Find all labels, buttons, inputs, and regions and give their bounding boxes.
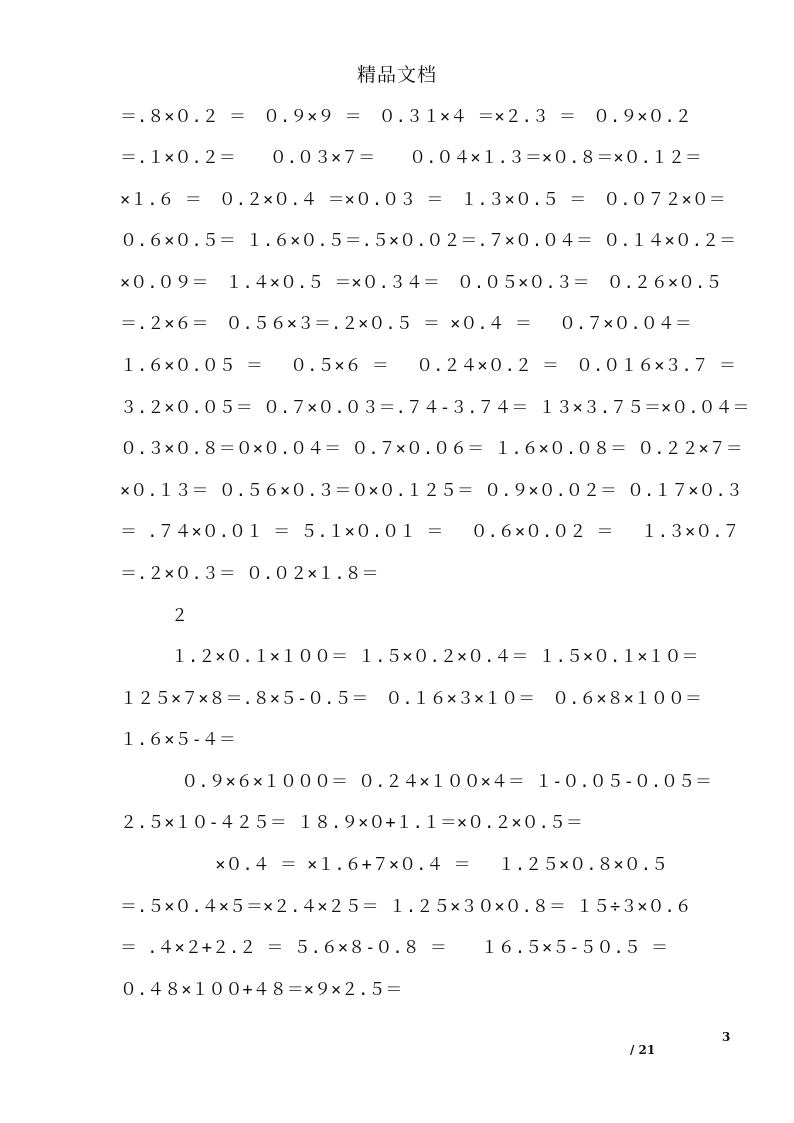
text-line: ０.６×０.５＝ １.６×０.５＝.５×０.０２＝.７×０.０４＝ ０.１４×０.２＝	[120, 231, 736, 251]
page-number: 3	[722, 1030, 731, 1044]
text-line: ＝.２×６＝ ０.５６×３＝.２×０.５ ＝ ×０.４ ＝ ０.７×０.０４＝	[120, 314, 692, 334]
text-line: １.６×０.０５ ＝ ０.５×６ ＝ ０.２４×０.２ ＝ ０.０１６×３.７ ＝	[120, 356, 736, 376]
text-line: ×０.０９＝ １.４×０.５ ＝×０.３４＝ ０.０５×０.３＝ ０.２６×０.５	[120, 273, 723, 293]
text-line: ０.３×０.８＝０×０.０４＝ ０.７×０.０６＝ １.６×０.０８＝ ０.２２×７＝	[120, 439, 743, 459]
text-line: ＝.８×０.２ ＝ ０.９×９ ＝ ０.３１×４ ＝×２.３ ＝ ０.９×０.２	[120, 107, 692, 127]
text-line: ３.２×０.０５＝ ０.７×０.０３＝.７４-３.７４＝ １３×３.７５＝×０.０４＝	[120, 398, 750, 418]
section-number: ２	[120, 606, 188, 626]
text-line: ×１.６ ＝ ０.２×０.４ ＝×０.０３ ＝ １.３×０.５ ＝ ０.０７２×０＝	[120, 190, 726, 210]
text-line: ＝.５×０.４×５＝×２.４×２５＝ １.２５×３０×０.８＝ １５÷３×０.６	[120, 897, 692, 917]
page-header-title: 精品文档	[356, 64, 437, 86]
text-line: ＝ .７４×０.０１ ＝ ５.１×０.０１ ＝ ０.６×０.０２ ＝ １.３×０.７	[120, 522, 740, 542]
text-line: １２５×７×８＝.８×５-０.５＝ ０.１６×３×１０＝ ０.６×８×１００＝	[120, 689, 702, 709]
text-line: １.６×５-４＝	[120, 730, 236, 750]
text-line: ＝.２×０.３＝ ０.０２×１.８＝	[120, 564, 379, 584]
text-line: ×０.１３＝ ０.５６×０.３＝０×０.１２５＝ ０.９×０.０２＝ ０.１７×０.３	[120, 481, 743, 501]
text-line: １.２×０.１×１００＝ １.５×０.２×０.４＝ １.５×０.１×１０＝	[120, 647, 699, 667]
text-line: ＝ .４×２+２.２ ＝ ５.６×８-０.８ ＝ １６.５×５-５０.５ ＝	[120, 938, 668, 958]
text-line: ０.４８×１００+４８＝×９×２.５＝	[120, 980, 403, 1000]
page-total: / 21	[630, 1043, 656, 1057]
text-line: ×０.４ ＝ ×１.６+７×０.４ ＝ １.２５×０.８×０.５	[120, 855, 668, 875]
text-line: ２.５×１０-４２５＝ １８.９×０+１.１＝×０.２×０.５＝	[120, 813, 583, 833]
text-line: ＝.１×０.２＝ ０.０３×７＝ ０.０４×１.３＝×０.８＝×０.１２＝	[120, 148, 702, 168]
text-line: ０.９×６×１０００＝ ０.２４×１００×４＝ １-０.０５-０.０５＝	[120, 772, 713, 792]
